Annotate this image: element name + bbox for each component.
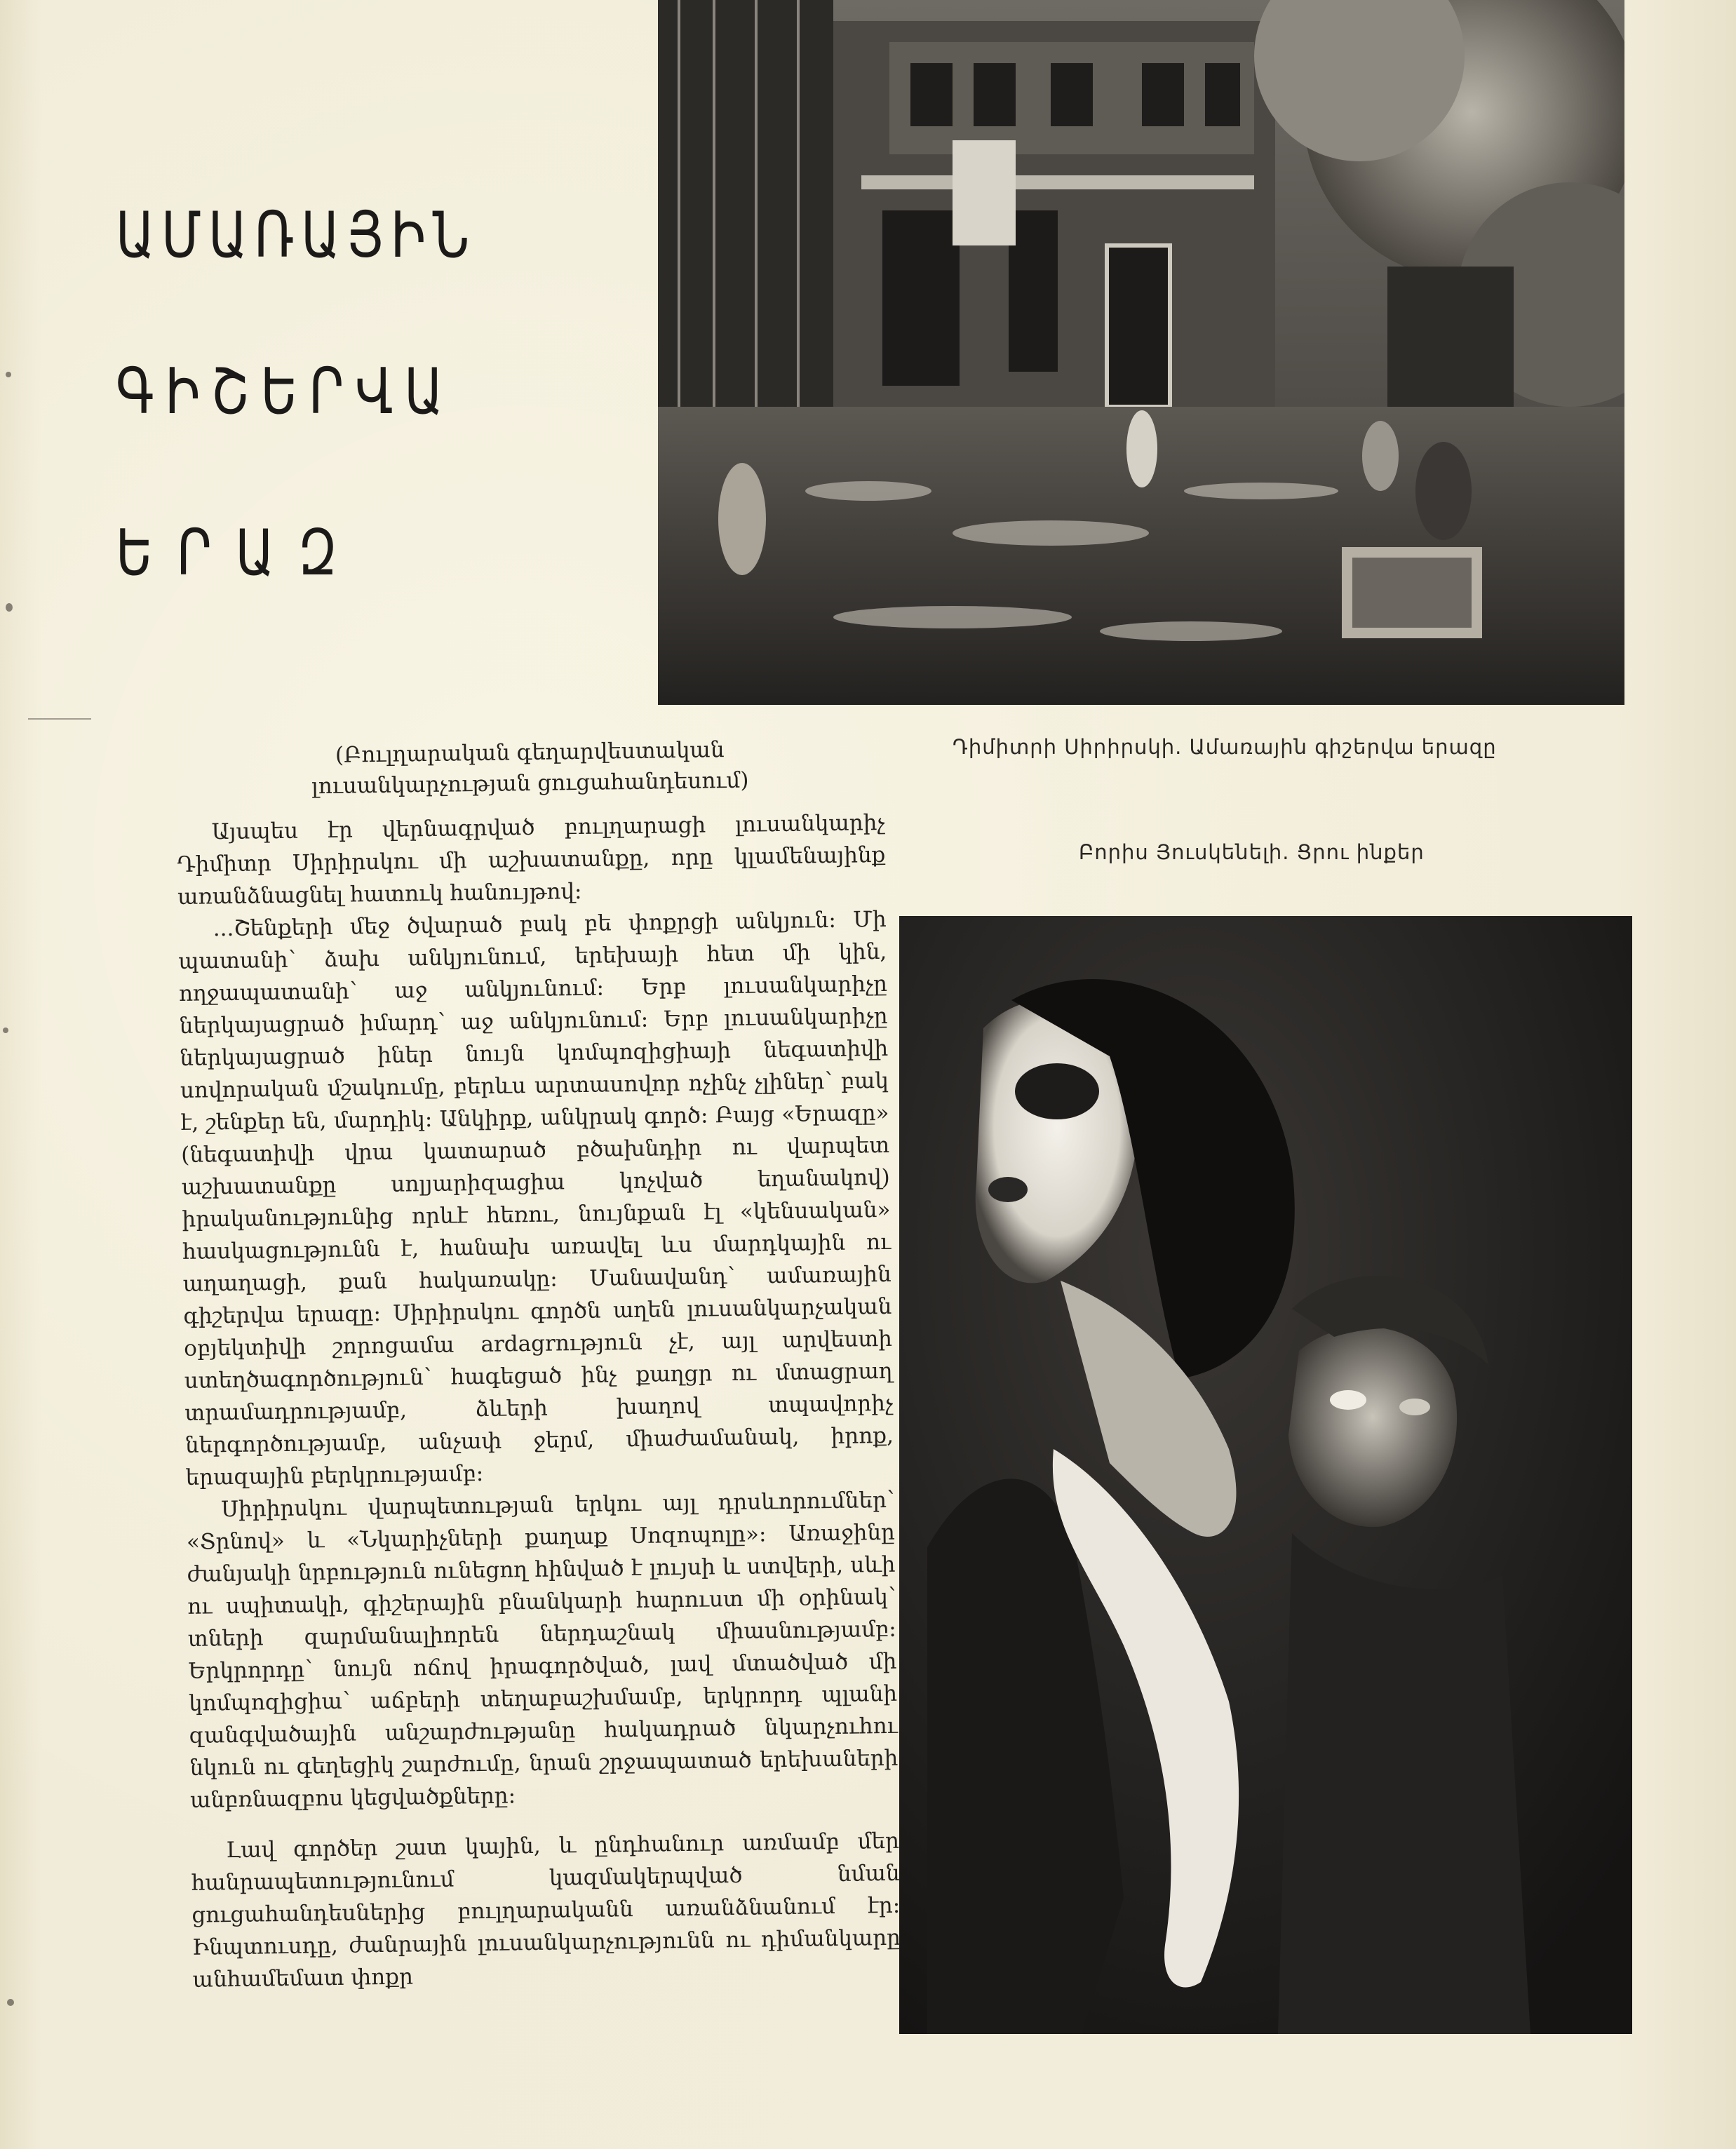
title-line-1: ԱՄԱՌԱՅԻՆ	[116, 198, 477, 271]
top-photo-caption: Դիմիտրի Սիրիրսկի. Ամառային գիշերվա երազը	[953, 735, 1497, 759]
paper-speck	[3, 1028, 8, 1033]
paper-speck	[6, 372, 11, 377]
article-paragraph: Այսպես էր վերնագրված բուլղարացի լուսանկարիչ Դիմիտր Սիրիրսկու մի աշխատանքը, որը կլամենայինք առանձնացնել հատուկ հանույթով։	[177, 809, 886, 910]
paper-speck	[7, 1999, 14, 2006]
title-line-3: ԵՐԱԶ	[116, 516, 361, 589]
portrait-photograph	[899, 916, 1632, 2034]
title-line-2: ԳԻՇԵՐՎԱ	[116, 354, 455, 428]
article-subhead: (Բուլղարական գեղարվեստական լուսանկարչության ցուցահանդեսում)	[311, 737, 749, 800]
article-paragraph: Սիրիրսկու վարպետության երկու այլ դրսևորումներ՝ «Տրնով» և «Նկարիչների քաղաք Սոզոպոլը»։ Առաջինը ժանյակի նրբություն ունեցող հինված է լույսի և ստվերի, սևի ու սպիտակի, գիշերային բնանկարի հարուստ մի օրինակ՝ տների զարմանալիորեն ներդաշնակ միասնությամբ։ Երկրորդը՝ նույն ոճով իրագործված, լավ մտածված մի կոմպոզիցիա՝ աճբերի տեղաբաշխմամբ, երկրորդ պլանի զանգվածային անշարժությանը հակադրած նկարչուհու նկուն ու գեղեցիկ շարժումը, նրան շրջապատած երեխաների անբռնազբոս կեցվածքները։	[186, 1487, 899, 1813]
bottom-photo-caption: Բորիս Յուսկենելի. Ցրու ինքեր	[1079, 840, 1425, 864]
courtyard-photograph-art	[658, 0, 1624, 705]
article-paragraph: Լավ գործեր շատ կային, և ընդհանուր առմամբ մեր հանրապետությունում կազմակերպված նման ցուցահանդեսներից բուլղարականն առանձնանում էր։ Ինպտուսդը, ժանրային լուսանկարչությունն ու դիմանկարը անհամեմատ փոքր	[191, 1828, 901, 1993]
article-paragraph: ...Շենքերի մեջ ծվարած բակ բե փոքրցի անկյուն։ Մի պատանի՝ ձախ անկյունում, երեխայի հետ մի կին, ողջապատանի՝ աջ անկյունում։ Երբ լուսանկարիչը ներկայացրած իմարդ՝ աջ անկյունում։ Երբ լուսանկարիչը ներկայացրած իներ նույն կոմպոզիցիայի նեգատիվի սովորական մշակումը, բերևս արտասովոր ոչինչ չլիներ՝ բակ է, շենքեր են, մարդիկ։ Անկիրք, անկրակ գործ։ Բայց «Երազը» (նեգատիվի վրա կատարած բծախնդիր ու վարպետ աշխատանքը սոլյարիզացիա կոչված եղանակով) իրականությունից որևէ հեռու, նույնքան էլ «կենսական» հասկացությունն է, հանախ առավել ևս մարդկային ու աղաղացի, քան հակառակը։ Մանավանդ՝ ամառային գիշերվա երազը։ Սիրիրսկու գործն աղեն լուսանկարչական օբյեկտիվի շորոցամա ardagrություն չէ, այլ արվեստի ստեղծագործություն՝ հագեցած ինչ քաղցր ու մտացրաղ տրամադրությամբ, ձևերի խաղով տպավորիչ ներգործությամբ, անչափ ջերմ, միաժամանակ, իրոք, երազային բերկրությամբ։	[178, 906, 894, 1490]
paper-speck	[6, 603, 13, 612]
paper-dash	[28, 718, 91, 720]
portrait-photograph-art	[899, 916, 1632, 2034]
courtyard-photograph	[658, 0, 1624, 705]
article-body	[175, 732, 901, 1996]
